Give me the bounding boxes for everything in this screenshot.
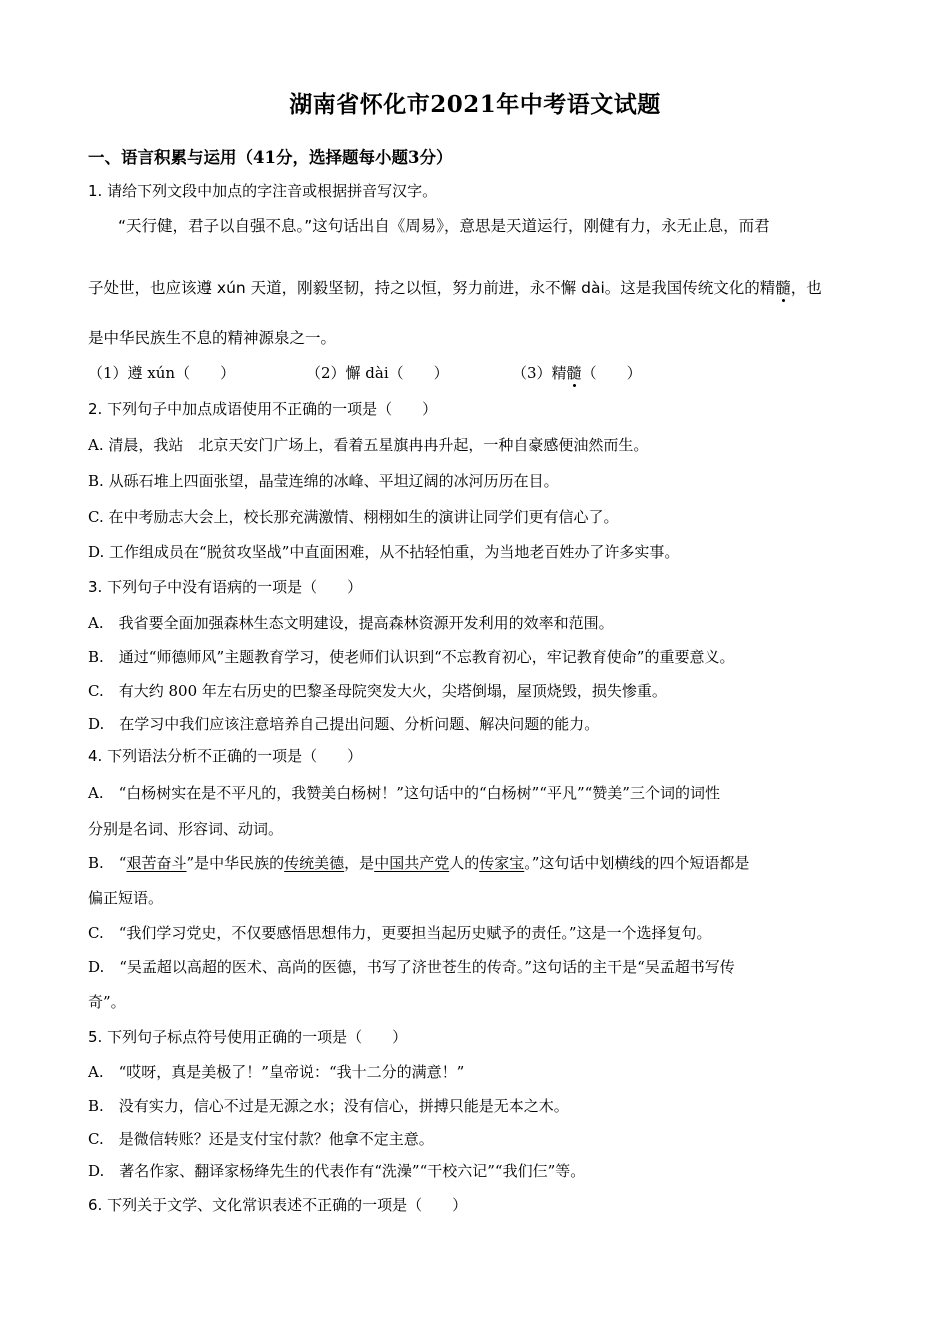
question-2-option-d: D. 工作组成员在“脱贫攻坚战”中直面困难，从不拈轻怕重，为当地老百姓办了许多实事。	[88, 543, 680, 561]
question-2-option-a: A. 清晨，我站 北京天安门广场上，看着五星旗冉冉升起，一种自豪感便油然而生。	[88, 436, 649, 454]
question-1-sub-2: （2）懈 dài（ ）	[306, 364, 449, 382]
question-1-sub-1: （1）遵 xún（ ）	[88, 364, 236, 382]
dotted-char: 髓	[775, 276, 791, 298]
question-2-option-c: C. 在中考励志大会上，校长那充满激情、栩栩如生的演讲让同学们更有信心了。	[88, 508, 619, 526]
question-4-option-a-line-2: 分别是名词、形容词、动词。	[88, 820, 284, 838]
question-3-option-a: A. 我省要全面加强森林生态文明建设，提高森林资源开发利用的效率和范围。	[88, 614, 614, 632]
question-4-option-d-line-1: D. “吴孟超以高超的医术、高尚的医德，书写了济世苍生的传奇。”这句话的主干是“吴孟超书写传	[88, 958, 735, 976]
question-1-passage-line-1: “天行健，君子以自强不息。”这句话出自《周易》，意思是天道运行，刚健有力，永无止息，而君	[118, 217, 770, 235]
question-5-stem: 5. 下列句子标点符号使用正确的一项是（ ）	[88, 1028, 408, 1046]
question-5-option-a: A. “哎呀，真是美极了！”皇帝说：“我十二分的满意！”	[88, 1063, 465, 1081]
question-3-option-c: C. 有大约 800 年左右历史的巴黎圣母院突发大火，尖塔倒塌，屋顶烧毁，损失惨重。	[88, 682, 667, 700]
section-heading-1: 一、语言积累与运用（41分，选择题每小题3分）	[88, 148, 453, 167]
question-4-option-b-line-2: 偏正短语。	[88, 889, 164, 907]
question-4-stem: 4. 下列语法分析不正确的一项是（ ）	[88, 747, 363, 765]
question-3-stem: 3. 下列句子中没有语病的一项是（ ）	[88, 578, 363, 596]
question-6-stem: 6. 下列关于文学、文化常识表述不正确的一项是（ ）	[88, 1196, 468, 1214]
question-5-option-b: B. 没有实力，信心不过是无源之水；没有信心，拼搏只能是无本之木。	[88, 1097, 569, 1115]
dotted-char: 髓	[566, 364, 582, 382]
question-5-option-c: C. 是微信转账？还是支付宝付款？他拿不定主意。	[88, 1130, 434, 1148]
question-4-option-b-line-1: B. “艰苦奋斗”是中华民族的传统美德，是中国共产党人的传家宝。”这句话中划横线的四个短语都是	[88, 854, 750, 872]
question-4-option-a-line-1: A. “白杨树实在是不平凡的，我赞美白杨树！”这句话中的“白杨树”“平凡”“赞美”三个词的词性	[88, 784, 720, 802]
page-title: 湖南省怀化市2021年中考语文试题	[289, 91, 661, 118]
question-1-sub-3: （3）精髓（ ）	[512, 364, 642, 382]
question-5-option-d: D. 著名作家、翻译家杨绛先生的代表作有“洗澡”“干校六记”“我们仨”等。	[88, 1162, 586, 1180]
question-1-passage-line-2: 子处世，也应该遵 xún 天道，刚毅坚韧，持之以恒，努力前进，永不懈 dài。这是我国传统文化的精髓，也	[88, 276, 822, 298]
question-3-option-b: B. 通过“师德师风”主题教育学习，使老师们认识到“不忘教育初心，牢记教育使命”的重要意义。	[88, 648, 735, 666]
question-4-option-c: C. “我们学习党史，不仅要感悟思想伟力，更要担当起历史赋予的责任。”这是一个选择复句。	[88, 924, 712, 942]
question-1-passage-line-3: 是中华民族生不息的精神源泉之一。	[88, 329, 337, 347]
question-2-option-b: B. 从砾石堆上四面张望，晶莹连绵的冰峰、平坦辽阔的冰河历历在目。	[88, 472, 559, 490]
question-3-option-d: D. 在学习中我们应该注意培养自己提出问题、分析问题、解决问题的能力。	[88, 715, 600, 733]
question-1-stem: 1. 请给下列文段中加点的字注音或根据拼音写汉字。	[88, 182, 438, 200]
question-4-option-d-line-2: 奇”。	[88, 993, 126, 1011]
question-2-stem: 2. 下列句子中加点成语使用不正确的一项是（ ）	[88, 400, 438, 418]
